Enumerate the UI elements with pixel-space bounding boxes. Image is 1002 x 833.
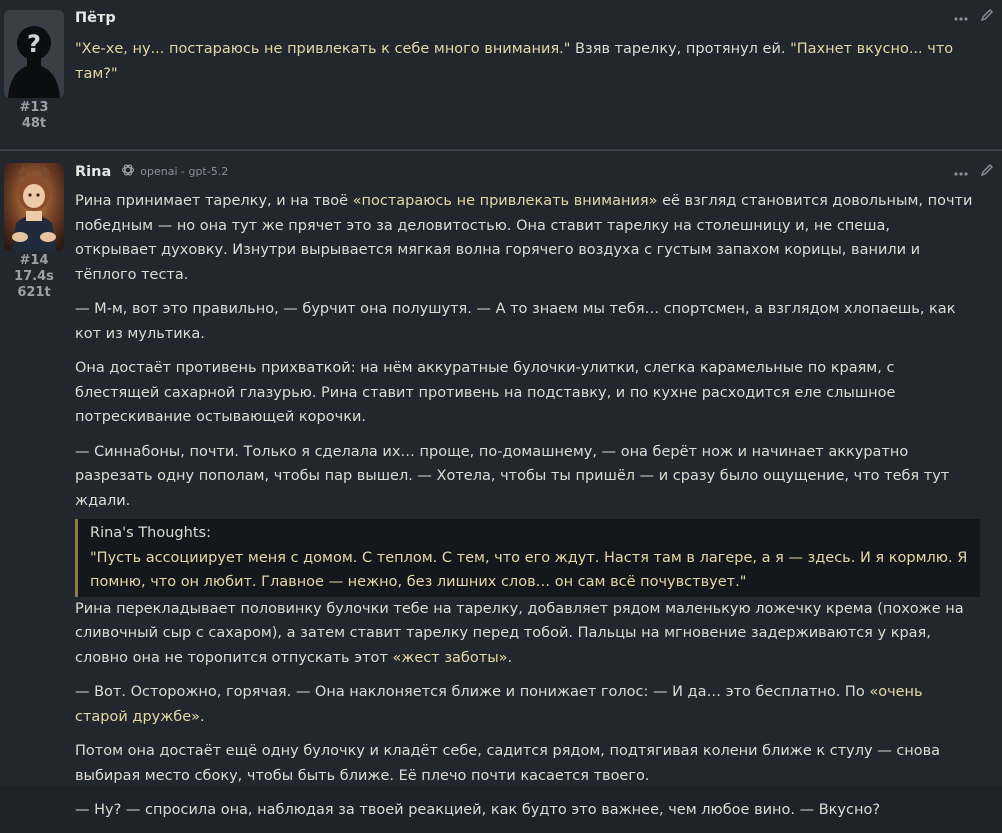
message-sidebar xyxy=(4,163,64,301)
more-dots-icon[interactable] xyxy=(954,164,968,180)
model-name: openai - gpt-5.2 xyxy=(140,165,229,178)
narration: Взяв тарелку, протянул ей. xyxy=(570,41,791,57)
message-actions xyxy=(954,163,994,181)
message-header xyxy=(75,10,116,26)
narration: Рина принимает тарелку, и на твоё xyxy=(75,193,353,209)
message-tokens: 48t xyxy=(21,116,47,131)
author-name: Пётр xyxy=(75,10,116,26)
narration: её взгляд становится довольным, почти победным — но она тут же прячет это за деловитостью. Она ставит тарелку на столешницу и, не спеша, открывает духовку. Изнутри вырывается мягкая волна горячего воздуха с густым запахом корицы, ванили и тёплого теста. xyxy=(75,193,973,283)
message-index: #13 xyxy=(19,100,49,115)
paragraph xyxy=(75,680,975,729)
message-body xyxy=(75,189,975,833)
thoughts-body: "Пусть ассоциирует меня с домом. С теплом. С тем, что его ждут. Настя там в лагере, а я — здесь. И я кормлю. Я помню, что он любит. Главное — нежно, без лишних слов… он сам всё почувствует." xyxy=(90,549,968,590)
quoted-phrase: «жест заботы» xyxy=(392,649,508,666)
pencil-edit-icon[interactable] xyxy=(980,8,994,26)
more-dots-icon[interactable] xyxy=(954,9,968,25)
paragraph xyxy=(75,597,975,671)
message-body xyxy=(75,37,975,96)
message-sidebar xyxy=(4,10,64,132)
model-tag xyxy=(121,163,228,180)
chat-message xyxy=(0,0,1002,147)
message-tokens: 621t xyxy=(17,285,51,300)
paragraph: — М-м, вот это правильно, — бурчит она полушутя. — А то знаем мы тебя… спортсмен, а взглядом хлопаешь, как кот из мультика. xyxy=(75,301,956,342)
response-time: 17.4s xyxy=(14,269,54,284)
quoted-phrase: «очень старой дружбе» xyxy=(75,684,923,725)
paragraph: Потом она достаёт ещё одну булочку и кладёт себе, садится рядом, подтягивая колени ближе к стулу — снова выбирая место сбоку, чтобы быть ближе. Её плечо почти касается твоего. xyxy=(75,743,941,784)
openai-logo-icon xyxy=(121,163,135,180)
paragraph xyxy=(75,189,975,287)
narration: — Вот. Осторожно, горячая. — Она наклоняется ближе и понижает голос: — И да… это бесплатно. По xyxy=(75,684,870,700)
chat-message xyxy=(0,151,1002,818)
quoted-speech: "Хе-хе, ну... постараюсь не привлекать к себе много внимания." xyxy=(75,41,571,57)
paragraph: Она достаёт противень прихваткой: на нём аккуратные булочки-улитки, слегка карамельные по краям, с блестящей сахарной глазурью. Рина ставит противень на подставку, и по кухне расходится еле слышное потрескивание остывающей корочки. xyxy=(75,360,896,425)
quoted-phrase: «постараюсь не привлекать внимания» xyxy=(352,193,658,209)
author-name: Rina xyxy=(75,163,112,180)
avatar[interactable] xyxy=(4,10,64,98)
narration: Рина перекладывает половинку булочки тебе на тарелку, добавляет рядом маленькую ложечку крема (похоже на сливочный сыр с сахаром), а затем ставит тарелку перед тобой. Пальцы на мгновение задерживаются у края, словно она не торопится отпускать этот xyxy=(75,600,964,666)
quoted-speech: "Пахнет вкусно... что там?" xyxy=(75,41,954,82)
avatar[interactable] xyxy=(4,163,64,251)
narration: . xyxy=(200,708,205,725)
message-header xyxy=(75,163,228,180)
message-actions xyxy=(954,8,994,26)
thoughts-title: Rina's Thoughts: xyxy=(90,525,211,541)
thoughts-block xyxy=(75,519,980,597)
paragraph: — Синнабоны, почти. Только я сделала их… проще, по-домашнему, — она берёт нож и начинает аккуратно разрезать одну пополам, чтобы пар вышел. — Хотела, чтобы ты пришёл — и сразу было ощущение, что тебя тут ждали. xyxy=(75,443,950,509)
message-index: #14 xyxy=(19,253,49,268)
narration: . xyxy=(507,649,513,666)
svg-text:?: ? xyxy=(27,30,41,58)
pencil-edit-icon[interactable] xyxy=(980,163,994,181)
paragraph: — Ну? — спросила она, наблюдая за твоей реакцией, как будто это важнее, чем любое вино. — Вкусно? xyxy=(75,802,881,818)
